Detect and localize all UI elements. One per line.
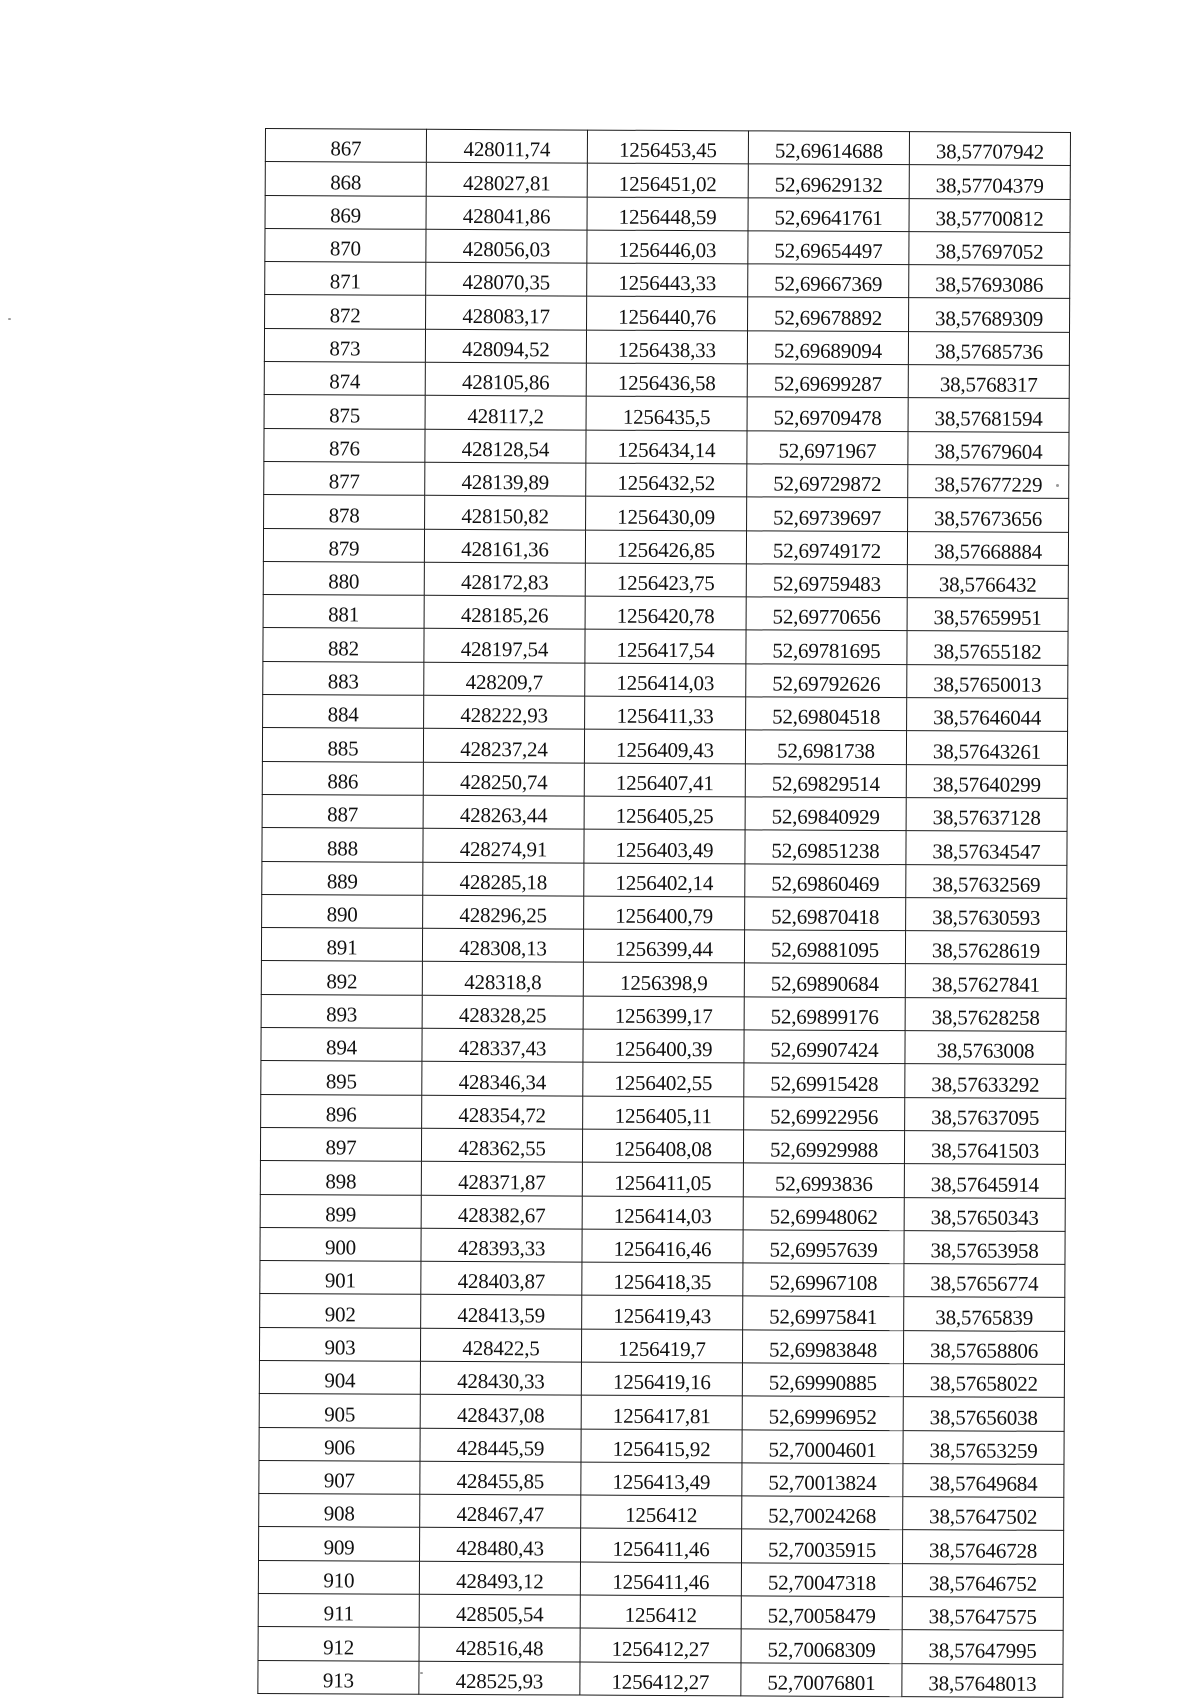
latitude-cell: 52,69915428 xyxy=(744,1063,905,1097)
longitude-cell: 38,57656038 xyxy=(903,1397,1064,1431)
latitude-cell: 52,69983848 xyxy=(742,1330,903,1364)
point-number-cell: 888 xyxy=(262,828,423,862)
latitude-cell: 52,69667369 xyxy=(748,264,909,298)
point-number-cell: 880 xyxy=(263,561,424,595)
longitude-cell: 38,5768317 xyxy=(908,365,1069,399)
x-coordinate-cell: 428296,25 xyxy=(423,895,584,929)
latitude-cell: 52,69614688 xyxy=(748,131,909,165)
point-number-cell: 879 xyxy=(263,528,424,562)
longitude-cell: 38,57647995 xyxy=(902,1630,1063,1664)
table-row xyxy=(265,162,1070,199)
x-coordinate-cell: 428382,67 xyxy=(421,1195,582,1229)
point-number-cell: 881 xyxy=(263,595,424,629)
y-coordinate-cell: 1256409,43 xyxy=(584,729,745,763)
longitude-cell: 38,57640299 xyxy=(906,764,1067,798)
point-number-cell: 909 xyxy=(259,1527,420,1561)
longitude-cell: 38,57653259 xyxy=(903,1430,1064,1464)
longitude-cell: 38,57704379 xyxy=(909,165,1070,199)
longitude-cell: 38,57647502 xyxy=(903,1497,1064,1531)
y-coordinate-cell: 1256418,35 xyxy=(582,1262,743,1296)
longitude-cell: 38,57653958 xyxy=(904,1230,1065,1264)
y-coordinate-cell: 1256405,11 xyxy=(583,1096,744,1130)
x-coordinate-cell: 428393,33 xyxy=(421,1228,582,1262)
point-number-cell: 884 xyxy=(263,695,424,729)
table-row xyxy=(264,395,1069,432)
x-coordinate-cell: 428070,35 xyxy=(426,262,587,296)
y-coordinate-cell: 1256400,39 xyxy=(583,1029,744,1063)
point-number-cell: 908 xyxy=(259,1494,420,1528)
y-coordinate-cell: 1256408,08 xyxy=(582,1129,743,1163)
x-coordinate-cell: 428209,7 xyxy=(424,662,585,696)
x-coordinate-cell: 428083,17 xyxy=(426,296,587,330)
longitude-cell: 38,57681594 xyxy=(908,398,1069,432)
longitude-cell: 38,57656774 xyxy=(904,1264,1065,1298)
table-row xyxy=(258,1560,1063,1597)
longitude-cell: 38,57679604 xyxy=(908,431,1069,465)
longitude-cell: 38,57659951 xyxy=(907,598,1068,632)
latitude-cell: 52,6981738 xyxy=(745,730,906,764)
latitude-cell: 52,69907424 xyxy=(744,1030,905,1064)
point-number-cell: 870 xyxy=(265,228,426,262)
y-coordinate-cell: 1256412 xyxy=(581,1495,742,1529)
table-row xyxy=(264,428,1069,465)
latitude-cell: 52,69948062 xyxy=(743,1196,904,1230)
x-coordinate-cell: 428139,89 xyxy=(425,462,586,496)
y-coordinate-cell: 1256435,5 xyxy=(586,396,747,430)
point-number-cell: 898 xyxy=(260,1161,421,1195)
point-number-cell: 912 xyxy=(258,1627,419,1661)
x-coordinate-cell: 428328,25 xyxy=(422,995,583,1029)
y-coordinate-cell: 1256403,49 xyxy=(584,829,745,863)
x-coordinate-cell: 428505,54 xyxy=(419,1594,580,1628)
latitude-cell: 52,69729872 xyxy=(747,464,908,498)
latitude-cell: 52,69678892 xyxy=(748,297,909,331)
longitude-cell: 38,57641503 xyxy=(904,1131,1065,1165)
latitude-cell: 52,69781695 xyxy=(746,630,907,664)
y-coordinate-cell: 1256446,03 xyxy=(587,230,748,264)
x-coordinate-cell: 428222,93 xyxy=(424,695,585,729)
point-number-cell: 872 xyxy=(265,295,426,329)
table-row xyxy=(261,1061,1066,1098)
table-row xyxy=(263,628,1068,665)
y-coordinate-cell: 1256411,05 xyxy=(582,1162,743,1196)
table-row xyxy=(259,1394,1064,1431)
table-row xyxy=(265,262,1070,299)
y-coordinate-cell: 1256413,49 xyxy=(581,1462,742,1496)
x-coordinate-cell: 428041,86 xyxy=(426,196,587,230)
y-coordinate-cell: 1256399,17 xyxy=(583,996,744,1030)
x-coordinate-cell: 428413,59 xyxy=(421,1295,582,1329)
x-coordinate-cell: 428318,8 xyxy=(422,962,583,996)
table-row xyxy=(265,228,1070,265)
table-row xyxy=(259,1460,1064,1497)
table-row xyxy=(260,1227,1065,1264)
point-number-cell: 907 xyxy=(259,1460,420,1494)
latitude-cell: 52,69975841 xyxy=(743,1296,904,1330)
x-coordinate-cell: 428161,36 xyxy=(424,529,585,563)
latitude-cell: 52,69990885 xyxy=(742,1363,903,1397)
point-number-cell: 877 xyxy=(264,461,425,495)
y-coordinate-cell: 1256419,43 xyxy=(582,1295,743,1329)
point-number-cell: 896 xyxy=(261,1094,422,1128)
y-coordinate-cell: 1256453,45 xyxy=(587,130,748,164)
x-coordinate-cell: 428493,12 xyxy=(419,1561,580,1595)
table-row xyxy=(259,1360,1064,1397)
longitude-cell: 38,57627841 xyxy=(905,964,1066,998)
table-row xyxy=(258,1627,1063,1664)
x-coordinate-cell: 428150,82 xyxy=(425,496,586,530)
x-coordinate-cell: 428056,03 xyxy=(426,229,587,263)
x-coordinate-cell: 428525,93 xyxy=(419,1661,580,1695)
x-coordinate-cell: 428430,33 xyxy=(420,1361,581,1395)
latitude-cell: 52,70013824 xyxy=(742,1463,903,1497)
longitude-cell: 38,57647575 xyxy=(902,1597,1063,1631)
longitude-cell: 38,57646752 xyxy=(902,1563,1063,1597)
x-coordinate-cell: 428250,74 xyxy=(423,762,584,796)
table-row xyxy=(260,1261,1065,1298)
y-coordinate-cell: 1256443,33 xyxy=(587,263,748,297)
x-coordinate-cell: 428455,85 xyxy=(420,1461,581,1495)
longitude-cell: 38,5765839 xyxy=(904,1297,1065,1331)
table-row xyxy=(265,195,1070,232)
table-row xyxy=(261,994,1066,1031)
y-coordinate-cell: 1256417,54 xyxy=(585,630,746,664)
point-number-cell: 887 xyxy=(262,794,423,828)
latitude-cell: 52,69804518 xyxy=(746,697,907,731)
scan-speck xyxy=(420,1672,423,1674)
table-row xyxy=(262,761,1067,798)
y-coordinate-cell: 1256399,44 xyxy=(583,929,744,963)
x-coordinate-cell: 428285,18 xyxy=(423,862,584,896)
y-coordinate-cell: 1256423,75 xyxy=(585,563,746,597)
latitude-cell: 52,6971967 xyxy=(747,431,908,465)
latitude-cell: 52,69829514 xyxy=(745,763,906,797)
point-number-cell: 911 xyxy=(258,1594,419,1628)
y-coordinate-cell: 1256451,02 xyxy=(587,163,748,197)
y-coordinate-cell: 1256432,52 xyxy=(586,463,747,497)
latitude-cell: 52,69699287 xyxy=(747,364,908,398)
table-row xyxy=(264,495,1069,532)
latitude-cell: 52,69929988 xyxy=(743,1130,904,1164)
x-coordinate-cell: 428027,81 xyxy=(426,163,587,197)
latitude-cell: 52,69689094 xyxy=(747,331,908,365)
longitude-cell: 38,57685736 xyxy=(908,331,1069,365)
point-number-cell: 868 xyxy=(265,162,426,196)
y-coordinate-cell: 1256411,46 xyxy=(580,1529,741,1563)
point-number-cell: 890 xyxy=(262,894,423,928)
x-coordinate-cell: 428011,74 xyxy=(426,129,587,163)
table-row xyxy=(261,928,1066,965)
x-coordinate-cell: 428362,55 xyxy=(421,1128,582,1162)
longitude-cell: 38,57668884 xyxy=(907,531,1068,565)
point-number-cell: 902 xyxy=(260,1294,421,1328)
y-coordinate-cell: 1256398,9 xyxy=(583,962,744,996)
latitude-cell: 52,69851238 xyxy=(745,830,906,864)
point-number-cell: 883 xyxy=(263,661,424,695)
longitude-cell: 38,5766432 xyxy=(907,565,1068,599)
latitude-cell: 52,6993836 xyxy=(743,1163,904,1197)
point-number-cell: 903 xyxy=(259,1327,420,1361)
table-row xyxy=(260,1127,1065,1164)
x-coordinate-cell: 428467,47 xyxy=(420,1494,581,1528)
table-row xyxy=(262,794,1067,831)
y-coordinate-cell: 1256440,76 xyxy=(587,297,748,331)
scan-speck xyxy=(1056,484,1059,487)
latitude-cell: 52,69967108 xyxy=(743,1263,904,1297)
latitude-cell: 52,70004601 xyxy=(742,1429,903,1463)
point-number-cell: 899 xyxy=(260,1194,421,1228)
point-number-cell: 873 xyxy=(264,328,425,362)
latitude-cell: 52,69922956 xyxy=(744,1096,905,1130)
x-coordinate-cell: 428346,34 xyxy=(422,1062,583,1096)
point-number-cell: 871 xyxy=(265,262,426,296)
y-coordinate-cell: 1256412,27 xyxy=(580,1662,741,1696)
y-coordinate-cell: 1256414,03 xyxy=(585,663,746,697)
longitude-cell: 38,57634547 xyxy=(906,831,1067,865)
latitude-cell: 52,69749172 xyxy=(746,530,907,564)
longitude-cell: 38,57648013 xyxy=(902,1663,1063,1697)
longitude-cell: 38,57646044 xyxy=(907,698,1068,732)
longitude-cell: 38,5763008 xyxy=(905,1031,1066,1065)
longitude-cell: 38,57677229 xyxy=(908,465,1069,499)
table-row xyxy=(259,1427,1064,1464)
latitude-cell: 52,70035915 xyxy=(741,1529,902,1563)
latitude-cell: 52,69739697 xyxy=(747,497,908,531)
table-row xyxy=(263,595,1068,632)
x-coordinate-cell: 428117,2 xyxy=(425,396,586,430)
table-row xyxy=(264,362,1069,399)
point-number-cell: 893 xyxy=(261,994,422,1028)
table-row xyxy=(262,861,1067,898)
coordinates-table-body xyxy=(258,129,1071,1698)
y-coordinate-cell: 1256419,7 xyxy=(581,1329,742,1363)
latitude-cell: 52,69840929 xyxy=(745,797,906,831)
x-coordinate-cell: 428237,24 xyxy=(423,729,584,763)
x-coordinate-cell: 428105,86 xyxy=(425,362,586,396)
x-coordinate-cell: 428197,54 xyxy=(424,629,585,663)
longitude-cell: 38,57632569 xyxy=(906,864,1067,898)
x-coordinate-cell: 428308,13 xyxy=(422,928,583,962)
y-coordinate-cell: 1256411,46 xyxy=(580,1562,741,1596)
longitude-cell: 38,57650343 xyxy=(904,1197,1065,1231)
coordinates-table xyxy=(257,128,1071,1698)
y-coordinate-cell: 1256402,14 xyxy=(584,863,745,897)
y-coordinate-cell: 1256436,58 xyxy=(586,363,747,397)
point-number-cell: 897 xyxy=(260,1127,421,1161)
y-coordinate-cell: 1256426,85 xyxy=(585,530,746,564)
longitude-cell: 38,57697052 xyxy=(909,232,1070,266)
point-number-cell: 901 xyxy=(260,1261,421,1295)
latitude-cell: 52,70047318 xyxy=(741,1563,902,1597)
point-number-cell: 885 xyxy=(262,728,423,762)
x-coordinate-cell: 428185,26 xyxy=(424,595,585,629)
y-coordinate-cell: 1256412,27 xyxy=(580,1628,741,1662)
table-row xyxy=(259,1527,1064,1564)
longitude-cell: 38,57689309 xyxy=(909,298,1070,332)
x-coordinate-cell: 428445,59 xyxy=(420,1428,581,1462)
longitude-cell: 38,57637095 xyxy=(905,1097,1066,1131)
longitude-cell: 38,57649684 xyxy=(903,1464,1064,1498)
table-row xyxy=(262,828,1067,865)
longitude-cell: 38,57633292 xyxy=(905,1064,1066,1098)
x-coordinate-cell: 428094,52 xyxy=(425,329,586,363)
y-coordinate-cell: 1256405,25 xyxy=(584,796,745,830)
point-number-cell: 874 xyxy=(264,362,425,396)
longitude-cell: 38,57700812 xyxy=(909,198,1070,232)
point-number-cell: 892 xyxy=(261,961,422,995)
point-number-cell: 886 xyxy=(262,761,423,795)
y-coordinate-cell: 1256448,59 xyxy=(587,197,748,231)
y-coordinate-cell: 1256430,09 xyxy=(586,496,747,530)
point-number-cell: 900 xyxy=(260,1227,421,1261)
longitude-cell: 38,57658022 xyxy=(903,1364,1064,1398)
point-number-cell: 869 xyxy=(265,195,426,229)
x-coordinate-cell: 428371,87 xyxy=(421,1161,582,1195)
y-coordinate-cell: 1256416,46 xyxy=(582,1229,743,1263)
table-row xyxy=(261,1094,1066,1131)
y-coordinate-cell: 1256414,03 xyxy=(582,1196,743,1230)
latitude-cell: 52,69792626 xyxy=(746,664,907,698)
latitude-cell: 52,69870418 xyxy=(745,897,906,931)
y-coordinate-cell: 1256419,16 xyxy=(581,1362,742,1396)
x-coordinate-cell: 428128,54 xyxy=(425,429,586,463)
y-coordinate-cell: 1256412 xyxy=(580,1595,741,1629)
y-coordinate-cell: 1256407,41 xyxy=(584,763,745,797)
y-coordinate-cell: 1256417,81 xyxy=(581,1395,742,1429)
longitude-cell: 38,57658806 xyxy=(903,1330,1064,1364)
x-coordinate-cell: 428403,87 xyxy=(421,1261,582,1295)
longitude-cell: 38,57707942 xyxy=(909,132,1070,166)
table-row xyxy=(262,894,1067,931)
x-coordinate-cell: 428337,43 xyxy=(422,1028,583,1062)
latitude-cell: 52,70076801 xyxy=(741,1663,902,1697)
longitude-cell: 38,57645914 xyxy=(904,1164,1065,1198)
x-coordinate-cell: 428354,72 xyxy=(422,1095,583,1129)
y-coordinate-cell: 1256411,33 xyxy=(585,696,746,730)
x-coordinate-cell: 428422,5 xyxy=(420,1328,581,1362)
point-number-cell: 913 xyxy=(258,1660,419,1694)
table-row xyxy=(263,528,1068,565)
longitude-cell: 38,57628258 xyxy=(905,997,1066,1031)
latitude-cell: 52,69996952 xyxy=(742,1396,903,1430)
table-row xyxy=(265,129,1070,166)
scan-speck xyxy=(8,318,11,320)
longitude-cell: 38,57637128 xyxy=(906,798,1067,832)
table-row xyxy=(264,461,1069,498)
point-number-cell: 906 xyxy=(259,1427,420,1461)
latitude-cell: 52,69654497 xyxy=(748,231,909,265)
latitude-cell: 52,69641761 xyxy=(748,197,909,231)
table-row xyxy=(263,661,1068,698)
y-coordinate-cell: 1256402,55 xyxy=(583,1062,744,1096)
x-coordinate-cell: 428480,43 xyxy=(419,1528,580,1562)
latitude-cell: 52,70058479 xyxy=(741,1596,902,1630)
table-row xyxy=(260,1294,1065,1331)
y-coordinate-cell: 1256400,79 xyxy=(584,896,745,930)
table-row xyxy=(260,1161,1065,1198)
table-row xyxy=(259,1327,1064,1364)
latitude-cell: 52,70068309 xyxy=(741,1629,902,1663)
longitude-cell: 38,57655182 xyxy=(907,631,1068,665)
y-coordinate-cell: 1256438,33 xyxy=(586,330,747,364)
y-coordinate-cell: 1256415,92 xyxy=(581,1429,742,1463)
latitude-cell: 52,69899176 xyxy=(744,997,905,1031)
longitude-cell: 38,57643261 xyxy=(906,731,1067,765)
point-number-cell: 895 xyxy=(261,1061,422,1095)
longitude-cell: 38,57646728 xyxy=(902,1530,1063,1564)
latitude-cell: 52,69881095 xyxy=(744,930,905,964)
point-number-cell: 904 xyxy=(259,1360,420,1394)
table-row xyxy=(265,295,1070,332)
x-coordinate-cell: 428437,08 xyxy=(420,1395,581,1429)
latitude-cell: 52,69629132 xyxy=(748,164,909,198)
y-coordinate-cell: 1256434,14 xyxy=(586,430,747,464)
table-row xyxy=(263,695,1068,732)
point-number-cell: 910 xyxy=(258,1560,419,1594)
table-row xyxy=(263,561,1068,598)
longitude-cell: 38,57630593 xyxy=(906,897,1067,931)
point-number-cell: 876 xyxy=(264,428,425,462)
latitude-cell: 52,69709478 xyxy=(747,397,908,431)
point-number-cell: 891 xyxy=(261,928,422,962)
point-number-cell: 882 xyxy=(263,628,424,662)
latitude-cell: 52,69890684 xyxy=(744,963,905,997)
table-row xyxy=(261,961,1066,998)
x-coordinate-cell: 428274,91 xyxy=(423,829,584,863)
x-coordinate-cell: 428516,48 xyxy=(419,1628,580,1662)
point-number-cell: 905 xyxy=(259,1394,420,1428)
point-number-cell: 867 xyxy=(265,129,426,163)
longitude-cell: 38,57628619 xyxy=(905,931,1066,965)
longitude-cell: 38,57693086 xyxy=(909,265,1070,299)
y-coordinate-cell: 1256420,78 xyxy=(585,596,746,630)
longitude-cell: 38,57650013 xyxy=(907,664,1068,698)
point-number-cell: 889 xyxy=(262,861,423,895)
table-row xyxy=(259,1494,1064,1531)
latitude-cell: 52,69957639 xyxy=(743,1230,904,1264)
point-number-cell: 878 xyxy=(264,495,425,529)
table-row xyxy=(260,1194,1065,1231)
longitude-cell: 38,57673656 xyxy=(908,498,1069,532)
latitude-cell: 52,69860469 xyxy=(745,863,906,897)
x-coordinate-cell: 428263,44 xyxy=(423,795,584,829)
point-number-cell: 875 xyxy=(264,395,425,429)
latitude-cell: 52,70024268 xyxy=(742,1496,903,1530)
latitude-cell: 52,69759483 xyxy=(746,564,907,598)
latitude-cell: 52,69770656 xyxy=(746,597,907,631)
x-coordinate-cell: 428172,83 xyxy=(424,562,585,596)
table-row xyxy=(258,1594,1063,1631)
table-row xyxy=(264,328,1069,365)
table-row xyxy=(258,1660,1063,1697)
point-number-cell: 894 xyxy=(261,1028,422,1062)
table-row xyxy=(262,728,1067,765)
table-row xyxy=(261,1028,1066,1065)
